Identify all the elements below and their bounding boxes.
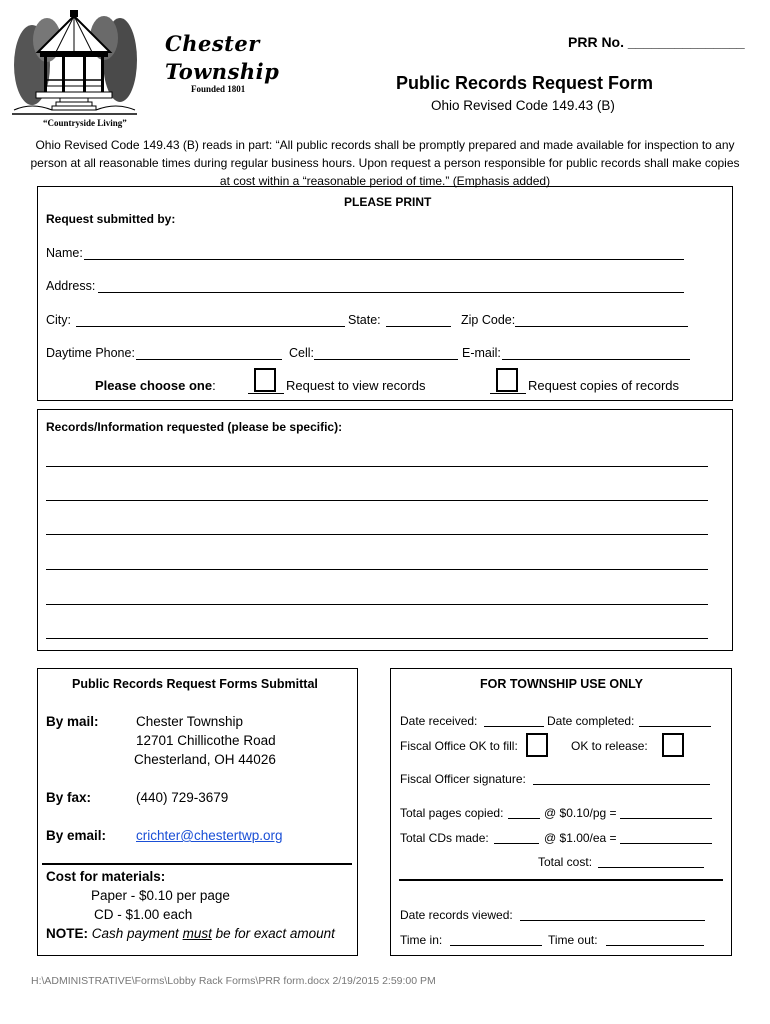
cds-rate-label: @ $1.00/ea = <box>544 831 617 845</box>
records-box <box>37 409 733 651</box>
submittal-title: Public Records Request Forms Submittal <box>72 677 318 691</box>
note-pre: Cash payment <box>91 926 179 941</box>
township-name <box>165 30 279 86</box>
township-name-line2: Township <box>165 59 280 84</box>
mail-address-line1: Chester Township <box>136 714 244 729</box>
city-field[interactable] <box>76 326 345 327</box>
total-cost-label: Total cost: <box>538 855 593 869</box>
fiscal-signature-field[interactable] <box>533 784 710 785</box>
email-label: E-mail: <box>462 346 501 360</box>
date-received-label: Date received: <box>400 714 478 728</box>
zip-label: Zip Code: <box>461 313 516 327</box>
intro-line2: person at all reasonable times during regular business hours. Upon request a person responsible for public records shall make copies <box>30 156 740 170</box>
cds-made-label: Total CDs made: <box>400 831 489 845</box>
date-viewed-field[interactable] <box>520 920 705 921</box>
mail-address-line2: 12701 Chillicothe Road <box>136 733 276 748</box>
copy-records-underline <box>490 393 526 394</box>
cost-paper: Paper - $0.10 per page <box>91 888 230 903</box>
copy-records-checkbox[interactable] <box>496 368 518 392</box>
by-mail-label: By mail: <box>46 714 99 729</box>
records-line-2[interactable] <box>46 500 708 501</box>
ok-release-label: OK to release: <box>571 739 648 753</box>
daytime-phone-label: Daytime Phone: <box>46 346 135 360</box>
mail-address-line3: Chesterland, OH 44026 <box>134 752 276 767</box>
records-line-3[interactable] <box>46 534 708 535</box>
date-viewed-label: Date records viewed: <box>400 908 513 922</box>
time-in-label: Time in: <box>400 933 443 947</box>
file-path-footer: H:\ADMINISTRATIVE\Forms\Lobby Rack Forms\PRR form.docx 2/19/2015 2:59:00 PM <box>31 975 436 987</box>
records-requested-label: Records/Information requested (please be specific): <box>46 420 343 434</box>
view-records-underline <box>248 393 284 394</box>
address-label: Address: <box>46 279 96 293</box>
date-completed-label: Date completed: <box>547 714 635 728</box>
township-name-line1: Chester <box>165 31 260 56</box>
pages-copied-label: Total pages copied: <box>400 806 504 820</box>
state-field[interactable] <box>386 326 451 327</box>
cell-label: Cell: <box>289 346 315 360</box>
total-cost-field[interactable] <box>598 867 704 868</box>
cds-made-field[interactable] <box>494 843 539 844</box>
intro-paragraph <box>20 136 750 190</box>
intro-line3-start: at cost within a “ <box>219 174 307 188</box>
intro-line1: Ohio Revised Code 149.43 (B) reads in part: “All public records shall be promptly prepared and made available for inspection to any <box>35 138 735 152</box>
pages-rate-label: @ $0.10/pg = <box>544 806 617 820</box>
zip-field[interactable] <box>515 326 688 327</box>
time-out-field[interactable] <box>606 945 704 946</box>
pages-copied-field[interactable] <box>508 818 540 819</box>
page-title: Public Records Request Form <box>396 73 654 93</box>
fax-number: (440) 729-3679 <box>136 790 229 805</box>
state-label: State: <box>348 313 381 327</box>
prr-number: PRR No. _______________ <box>568 34 745 50</box>
records-line-6[interactable] <box>46 638 708 639</box>
payment-note <box>46 926 335 941</box>
date-received-field[interactable] <box>484 726 544 727</box>
intro-emphasis: reasonable period of time. <box>306 174 446 188</box>
by-fax-label: By fax: <box>46 790 92 805</box>
ok-release-checkbox[interactable] <box>662 733 684 757</box>
founded-text: Founded 1801 <box>191 84 246 94</box>
please-print-label: PLEASE PRINT <box>344 195 432 209</box>
fiscal-ok-label: Fiscal Office OK to fill: <box>400 739 518 753</box>
daytime-phone-field[interactable] <box>136 359 282 360</box>
intro-line3-end: ” (Emphasis added) <box>445 174 551 188</box>
name-label: Name: <box>46 246 83 260</box>
township-divider <box>399 879 723 881</box>
date-completed-field[interactable] <box>639 726 711 727</box>
note-label: NOTE: <box>46 926 88 941</box>
name-field[interactable] <box>84 259 684 260</box>
view-records-checkbox[interactable] <box>254 368 276 392</box>
email-field[interactable] <box>502 359 690 360</box>
submittal-divider <box>42 863 352 865</box>
motto-text: “Countryside Living” <box>43 118 127 128</box>
records-line-5[interactable] <box>46 604 708 605</box>
email-link[interactable]: crichter@chestertwp.org <box>136 828 283 843</box>
records-line-1[interactable] <box>46 466 708 467</box>
note-post: be for exact amount <box>215 926 335 941</box>
choose-one-text: Please choose one <box>95 378 213 393</box>
time-out-label: Time out: <box>548 933 598 947</box>
submitted-by-label: Request submitted by: <box>46 212 176 226</box>
time-in-field[interactable] <box>450 945 542 946</box>
address-field[interactable] <box>98 292 684 293</box>
by-email-label: By email: <box>46 828 107 843</box>
submittal-box <box>37 668 358 956</box>
records-line-4[interactable] <box>46 569 708 570</box>
township-use-title: FOR TOWNSHIP USE ONLY <box>480 677 643 691</box>
gazebo-logo-image <box>12 10 137 116</box>
page-subtitle: Ohio Revised Code 149.43 (B) <box>431 98 615 113</box>
copy-records-label: Request copies of records <box>528 378 680 393</box>
cost-title: Cost for materials: <box>46 869 166 884</box>
pages-total-field[interactable] <box>620 818 712 819</box>
cell-field[interactable] <box>314 359 458 360</box>
city-label: City: <box>46 313 71 327</box>
note-must: must <box>182 926 212 941</box>
cds-total-field[interactable] <box>620 843 712 844</box>
fiscal-ok-checkbox[interactable] <box>526 733 548 757</box>
cost-cd: CD - $1.00 each <box>94 907 193 922</box>
choose-one-label <box>95 378 216 393</box>
fiscal-signature-label: Fiscal Officer signature: <box>400 772 526 786</box>
choose-one-colon: : <box>212 378 216 393</box>
view-records-label: Request to view records <box>286 378 426 393</box>
